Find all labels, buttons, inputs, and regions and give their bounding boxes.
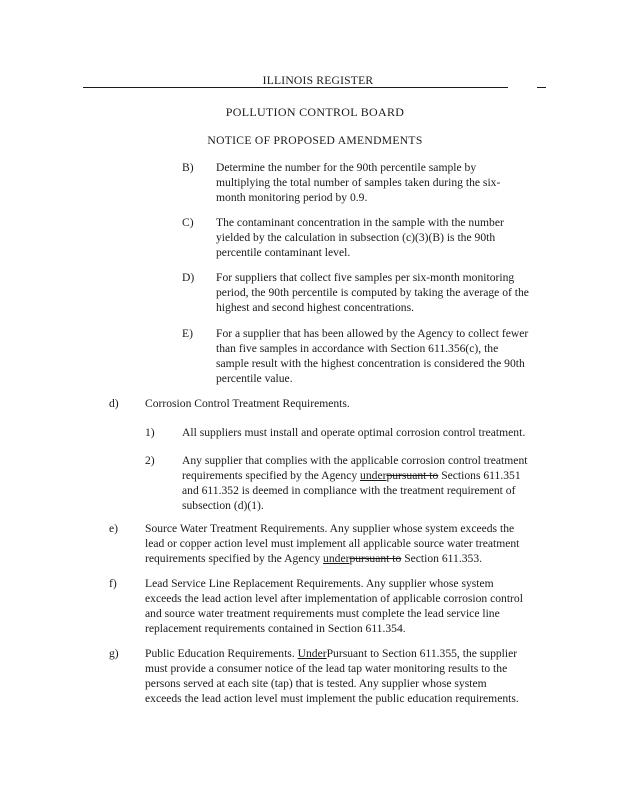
text-line: yielded by the calculation in subsection (c)(3)(B) is the 90th	[216, 231, 496, 244]
text-line: Source Water Treatment Requirements. Any supplier whose system exceeds the	[145, 522, 515, 535]
text-line: month monitoring period by 0.9.	[216, 191, 368, 204]
section-d1-text: All suppliers must install and operate optimal corrosion control treatment.	[182, 426, 526, 439]
text-line: period, the 90th percentile is computed by taking the average of the	[216, 286, 529, 299]
section-d-heading: Corrosion Control Treatment Requirements.	[145, 397, 350, 410]
item-d-upper-text	[216, 270, 529, 315]
text-run: Public Education Requirements.	[145, 647, 298, 660]
item-b-label: B)	[182, 161, 194, 174]
text-run: Sections 611.351	[438, 469, 521, 482]
text-line: subsection (d)(1).	[182, 499, 264, 512]
section-d1-label: 1)	[145, 426, 155, 439]
text-line: percentile contaminant level.	[216, 246, 351, 259]
notice-heading: NOTICE OF PROPOSED AMENDMENTS	[207, 134, 423, 147]
item-c-label: C)	[182, 216, 194, 229]
text-run: Pursuant to Section 611.355, the supplier	[326, 647, 518, 660]
text-line	[182, 468, 527, 483]
text-line: and source water treatment requirements must complete the lead service line	[145, 607, 500, 620]
item-c-text	[216, 215, 504, 260]
text-line: For a supplier that has been allowed by the Agency to collect fewer	[216, 327, 529, 340]
register-heading: ILLINOIS REGISTER	[262, 74, 374, 87]
text-run: Section 611.353.	[401, 552, 483, 565]
section-g-text	[145, 646, 519, 706]
inserted-text: under	[360, 469, 387, 482]
text-line	[145, 551, 519, 566]
text-line: replacement requirements contained in Section 611.354.	[145, 622, 406, 635]
text-line: highest and second highest concentrations.	[216, 301, 415, 314]
item-d-upper-label: D)	[182, 271, 195, 284]
text-line: sample result with the highest concentration is considered the 90th	[216, 357, 525, 370]
text-line: For suppliers that collect five samples per six-month monitoring	[216, 271, 515, 284]
text-line: must provide a consumer notice of the lead tap water monitoring results to the	[145, 662, 508, 675]
section-d2-text	[182, 453, 527, 513]
text-line: multiplying the total number of samples taken during the six-	[216, 176, 501, 189]
text-line: The contaminant concentration in the sample with the number	[216, 216, 504, 229]
text-line: Any supplier that complies with the applicable corrosion control treatment	[182, 454, 528, 467]
header-rule-tick	[537, 87, 546, 88]
text-line: percentile value.	[216, 372, 293, 385]
text-line: and 611.352 is deemed in compliance with the treatment requirement of	[182, 484, 516, 497]
section-d2-label: 2)	[145, 454, 155, 467]
header-rule	[83, 87, 508, 88]
text-line: Determine the number for the 90th percentile sample by	[216, 161, 477, 174]
section-e-label: e)	[109, 522, 119, 535]
deleted-text: pursuant to	[386, 469, 439, 482]
item-b-text	[216, 160, 500, 205]
section-g-label: g)	[109, 647, 119, 660]
text-line	[145, 646, 519, 661]
text-run: requirements specified by the Agency	[182, 469, 361, 482]
text-line: exceeds the lead action level must implement the public education requirements.	[145, 692, 519, 705]
text-line: exceeds the lead action level after implementation of applicable corrosion control	[145, 592, 523, 605]
text-line: lead or copper action level must implement all applicable source water treatment	[145, 537, 520, 550]
inserted-text: under	[323, 552, 350, 565]
section-e-text	[145, 521, 519, 566]
deleted-text: pursuant to	[349, 552, 402, 565]
board-heading: POLLUTION CONTROL BOARD	[225, 105, 405, 119]
section-f-text	[145, 576, 523, 636]
text-run: requirements specified by the Agency	[145, 552, 324, 565]
item-e-upper-label: E)	[182, 327, 193, 340]
text-line: than five samples in accordance with Section 611.356(c), the	[216, 342, 499, 355]
text-line: persons served at each site (tap) that is tested. Any supplier whose system	[145, 677, 487, 690]
section-f-label: f)	[109, 577, 117, 590]
section-d-label: d)	[109, 397, 119, 410]
inserted-text: Under	[297, 647, 327, 660]
item-e-upper-text	[216, 326, 528, 386]
text-line: Lead Service Line Replacement Requirements. Any supplier whose system	[145, 577, 494, 590]
